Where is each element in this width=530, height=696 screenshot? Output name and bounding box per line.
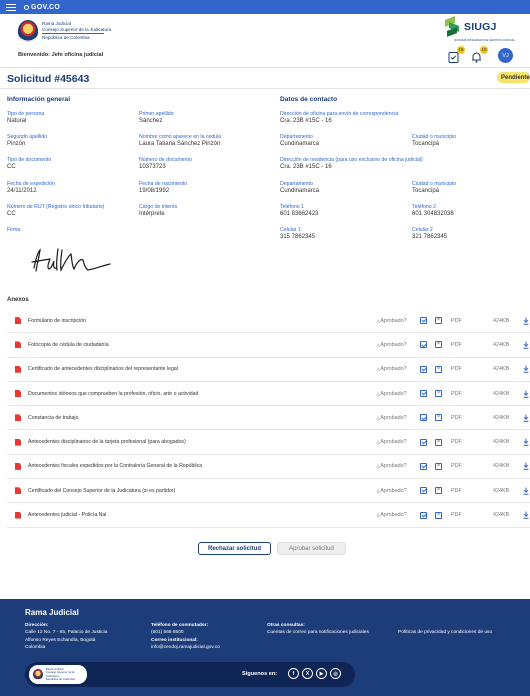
- field-residence-address: Dirección de residencia (para uso exclusivo de oficina judicial) Cra. 23B #15C - 16: [280, 157, 423, 171]
- reject-x-icon[interactable]: ×: [436, 462, 441, 469]
- annex-name[interactable]: Constancia de trabajo: [28, 414, 79, 421]
- footer-email-label: Correo institucional:: [151, 637, 198, 643]
- annex-size: 424KB: [493, 487, 510, 494]
- field-birth-date: Fecha de nacimiento 19/08/1992: [139, 181, 188, 195]
- annex-name[interactable]: Antecedentes disciplinarios de la tarjeta profesional (para abogados): [28, 439, 186, 446]
- header: [0, 14, 530, 68]
- gov-logo-text: GOV.CO: [31, 3, 61, 11]
- annex-name[interactable]: Formulario de inscripción: [28, 317, 86, 324]
- reject-x-icon[interactable]: ×: [436, 390, 441, 397]
- approve-check-icon[interactable]: [420, 512, 427, 519]
- annex-row: [7, 382, 530, 406]
- annex-approved-question: ¿Aprobado?: [377, 390, 407, 397]
- annex-format: PDF: [451, 366, 462, 373]
- footer-phone: (601) 565 8500: [151, 630, 184, 636]
- annex-row: [7, 455, 530, 479]
- field-full-name: Nombre como aparece en la cedula Laura Tatiana Sánchez Pinzón: [139, 134, 222, 148]
- annex-format: PDF: [451, 463, 462, 470]
- field-residence-city: Ciudad o municipio Tocancipá: [412, 181, 457, 195]
- annex-name[interactable]: Fotocopia de cédula de ciudadanía: [28, 341, 109, 348]
- reject-x-icon[interactable]: ×: [436, 317, 441, 324]
- annex-size: 424KB: [493, 463, 510, 470]
- download-icon[interactable]: [523, 317, 529, 325]
- annex-row: [7, 309, 530, 333]
- annex-row: [7, 503, 530, 527]
- pdf-file-icon: [15, 390, 21, 397]
- footer-privacy-link[interactable]: Políticas de privacidad y condiciones de uso: [398, 630, 493, 636]
- facebook-icon[interactable]: f: [288, 668, 299, 679]
- field-first-surname: Primer apellido Sánchez: [139, 111, 174, 125]
- approve-request-button[interactable]: Aprobar solicitud: [277, 542, 346, 555]
- field-phone-1: Teléfono 1 601 83662423: [280, 204, 319, 218]
- footer-social-bar: [25, 662, 355, 687]
- annex-format: PDF: [451, 390, 462, 397]
- download-icon[interactable]: [523, 438, 529, 446]
- footer-address: [25, 622, 107, 652]
- field-signature: Firma: [7, 227, 21, 233]
- pdf-file-icon: [15, 414, 21, 421]
- approve-check-icon[interactable]: [420, 414, 427, 421]
- menu-icon[interactable]: [6, 4, 16, 11]
- gov-bar: [0, 0, 530, 14]
- field-issue-date: Fecha de expedición 24/11/2012: [7, 181, 55, 195]
- entity-line-2: Consejo Superior de la Judicatura: [42, 26, 112, 32]
- youtube-icon[interactable]: ▶: [316, 668, 327, 679]
- annex-name[interactable]: Documentos idóneos que comprueben la profesión, oficio, arte o actividad: [28, 390, 199, 397]
- field-office-department: Departamento Cundinamarca: [280, 134, 320, 148]
- reject-x-icon[interactable]: ×: [436, 511, 441, 518]
- approve-check-icon[interactable]: [420, 390, 427, 397]
- annex-size: 424KB: [493, 414, 510, 421]
- approve-check-icon[interactable]: [420, 487, 427, 494]
- reject-x-icon[interactable]: ×: [436, 341, 441, 348]
- field-office-city: Ciudad o municipio Tocancipá: [412, 134, 457, 148]
- annex-format: PDF: [451, 341, 462, 348]
- field-phone-2: Teléfono 2 601 304832038: [412, 204, 454, 218]
- gov-logo-icon: [24, 5, 29, 10]
- siugj-logo: [445, 18, 497, 36]
- pdf-file-icon: [15, 463, 21, 470]
- pdf-file-icon: [15, 341, 21, 348]
- siugj-title: SIUGJ: [464, 21, 497, 33]
- pdf-file-icon: [15, 317, 21, 324]
- coat-of-arms-icon: [33, 669, 43, 680]
- tasks-badge: 18: [458, 47, 464, 52]
- footer-brand: Rama Judicial: [25, 608, 79, 617]
- welcome-text: [18, 52, 103, 58]
- social-links: [288, 668, 341, 679]
- annex-size: 424KB: [493, 341, 510, 348]
- download-icon[interactable]: [523, 462, 529, 470]
- annex-approved-question: ¿Aprobado?: [377, 512, 407, 519]
- field-second-surname: Segundo apellido Pinzón: [7, 134, 48, 148]
- pdf-file-icon: [15, 487, 21, 494]
- footer-address-line-1: Calle 12 No. 7 - 65, Palacio de Justicia: [25, 630, 108, 636]
- annex-approved-question: ¿Aprobado?: [377, 366, 407, 373]
- entity-logo[interactable]: [18, 20, 111, 42]
- download-icon[interactable]: [523, 365, 529, 373]
- field-residence-department: Departamento Cundinamarca: [280, 181, 320, 195]
- field-position: Cargo de interés Intérprete: [139, 204, 178, 218]
- pdf-file-icon: [15, 366, 21, 373]
- coat-of-arms-icon: [18, 20, 38, 42]
- approve-check-icon[interactable]: [420, 317, 427, 324]
- footer-contact: [151, 622, 220, 652]
- annex-row: [7, 479, 530, 503]
- annex-row: [7, 406, 530, 430]
- field-rut: Número de RUT (Registro único tributario) CC: [7, 204, 105, 218]
- annex-approved-question: ¿Aprobado?: [377, 317, 407, 324]
- contact-title: Datos de contacto: [280, 96, 338, 103]
- annex-size: 424KB: [493, 366, 510, 373]
- instagram-icon[interactable]: ◎: [330, 668, 341, 679]
- footer-address-line-3: Colombia: [25, 645, 46, 651]
- download-icon[interactable]: [523, 414, 529, 422]
- annex-approved-question: ¿Aprobado?: [377, 439, 407, 446]
- annex-row: [7, 430, 530, 454]
- annex-name[interactable]: Antecedentes fiscales expedidos por la Contraloría General de la República: [28, 463, 203, 470]
- annex-approved-question: ¿Aprobado?: [377, 463, 407, 470]
- approve-check-icon[interactable]: [420, 463, 427, 470]
- field-mobile-2: Celular 2 321 7862345: [412, 227, 448, 241]
- x-twitter-icon[interactable]: X: [302, 668, 313, 679]
- status-badge: Pendiente: [497, 72, 530, 83]
- download-icon[interactable]: [523, 390, 529, 398]
- annex-approved-question: ¿Aprobado?: [377, 487, 407, 494]
- general-info-title: Información general: [7, 96, 71, 103]
- pdf-file-icon: [15, 512, 21, 519]
- footer-email-link[interactable]: info@cendoj.ramajudicial.gov.co: [151, 645, 220, 651]
- annexes-title: Anexos: [7, 297, 29, 303]
- annex-row: [7, 358, 530, 382]
- footer-address-line-2: Alfonso Reyes Echandía, Bogotá: [25, 637, 96, 643]
- header-actions: [448, 48, 513, 63]
- notifications-badge: 10: [481, 47, 487, 52]
- annex-format: PDF: [451, 439, 462, 446]
- approve-check-icon[interactable]: [420, 439, 427, 446]
- field-office-address: Dirección de oficina para envío de correspondencia Cra. 23B #15C - 16: [280, 111, 399, 125]
- welcome-label: Bienvenido:: [18, 52, 51, 58]
- entity-line-1: Rama Judicial: [42, 21, 71, 27]
- reject-x-icon[interactable]: ×: [436, 365, 441, 372]
- annex-name[interactable]: Certificado del Consejo Superior de la Judicatura (si es partidor): [28, 487, 176, 494]
- annexes-list: [7, 309, 530, 528]
- download-icon[interactable]: [523, 487, 529, 495]
- annex-format: PDF: [451, 487, 462, 494]
- approve-check-icon[interactable]: [420, 366, 427, 373]
- annex-name[interactable]: Antecedentes judicial - Policía Nal: [28, 512, 107, 519]
- annex-size: 424KB: [493, 439, 510, 446]
- notifications-button[interactable]: [471, 47, 487, 62]
- annex-row: [7, 333, 530, 357]
- annex-size: 424KB: [493, 317, 510, 324]
- approve-check-icon[interactable]: [420, 341, 427, 348]
- reject-x-icon[interactable]: ×: [436, 487, 441, 494]
- siugj-subtitle: SISTEMA INTEGRADO DE GESTIÓN JUDICIAL: [454, 38, 515, 42]
- siugj-cube-icon: [445, 18, 461, 36]
- signature-image: [28, 244, 112, 274]
- footer-logo: [29, 665, 87, 684]
- pdf-file-icon: [15, 439, 21, 446]
- reject-x-icon[interactable]: ×: [436, 438, 441, 445]
- download-icon[interactable]: [523, 341, 529, 349]
- follow-label: Síguenos en:: [242, 671, 278, 677]
- footer-other-label: Otras consultas:: [267, 623, 305, 628]
- annex-size: 424KB: [493, 390, 510, 397]
- avatar[interactable]: VJ: [498, 48, 513, 63]
- reject-x-icon[interactable]: ×: [436, 414, 441, 421]
- field-person-type: Tipo de persona Natural: [7, 111, 45, 125]
- footer-phone-label: Teléfono de conmutador:: [151, 623, 209, 628]
- annex-format: PDF: [451, 414, 462, 421]
- page-title: Solicitud #45643: [7, 73, 90, 85]
- footer-address-label: Dirección:: [25, 623, 49, 628]
- download-icon[interactable]: [523, 511, 529, 519]
- field-document-type: Tipo de documento CC: [7, 157, 52, 171]
- footer-link-notifications[interactable]: Cuentas de correo para notificaciones judiciales: [267, 630, 369, 636]
- entity-name: [42, 21, 111, 41]
- footer-logo-text: Rama Judicial Consejo Superior de la Judicatura República de Colombia: [45, 666, 75, 681]
- welcome-role: Jefe oficina judicial: [51, 52, 104, 58]
- annex-approved-question: ¿Aprobado?: [377, 414, 407, 421]
- annex-name[interactable]: Certificado de antecedentes disciplinarios del representante legal: [28, 366, 178, 373]
- footer-other: [267, 622, 369, 637]
- field-mobile-1: Celular 1 315 7862345: [280, 227, 316, 241]
- entity-line-3: República de Colombia: [42, 35, 90, 41]
- divider: [0, 88, 530, 89]
- field-document-number: Número de documento 10373723: [139, 157, 192, 171]
- gov-logo[interactable]: [24, 4, 60, 11]
- annex-format: PDF: [451, 512, 462, 519]
- tasks-button[interactable]: [448, 47, 464, 62]
- annex-format: PDF: [451, 317, 462, 324]
- footer: [0, 599, 530, 696]
- annex-approved-question: ¿Aprobado?: [377, 341, 407, 348]
- reject-request-button[interactable]: Rechazar solicitud: [198, 542, 271, 555]
- annex-size: 424KB: [493, 512, 510, 519]
